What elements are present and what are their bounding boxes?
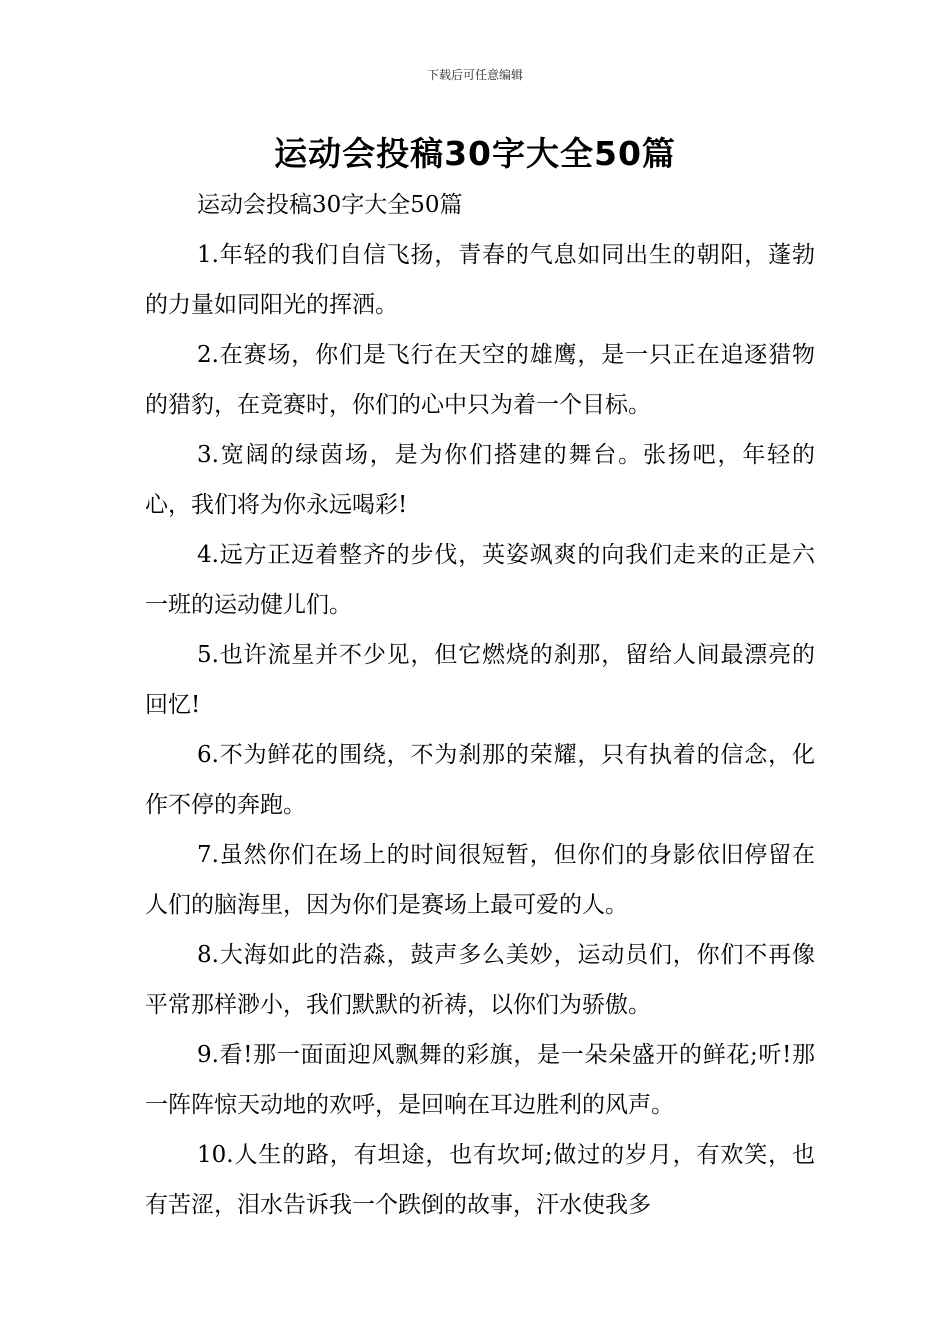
paragraph-1: 1.年轻的我们自信飞扬，青春的气息如同出生的朝阳，蓬勃的力量如同阳光的挥洒。 (145, 242, 815, 318)
document-body (145, 180, 815, 1230)
paragraph-8: 8.大海如此的浩淼，鼓声多么美妙，运动员们，你们不再像平常那样渺小，我们默默的祈祷，以你们为骄傲。 (145, 942, 815, 1018)
document-subtitle: 运动会投稿30字大全50篇 (197, 192, 463, 218)
paragraph-10: 10.人生的路，有坦途，也有坎坷;做过的岁月，有欢笑，也有苦涩，泪水告诉我一个跌倒的故事，汗水使我多 (145, 1142, 815, 1218)
paragraph-6: 6.不为鲜花的围绕，不为刹那的荣耀，只有执着的信念，化作不停的奔跑。 (145, 742, 815, 818)
paragraph-5: 5.也许流星并不少见，但它燃烧的刹那，留给人间最漂亮的回忆! (145, 642, 815, 718)
paragraph-3: 3.宽阔的绿茵场，是为你们搭建的舞台。张扬吧，年轻的心，我们将为你永远喝彩! (145, 442, 815, 518)
header-note: 下载后可任意编辑 (426, 68, 523, 82)
paragraph-4: 4.远方正迈着整齐的步伐，英姿飒爽的向我们走来的正是六一班的运动健儿们。 (145, 542, 815, 618)
paragraph-9: 9.看!那一面面迎风飘舞的彩旗，是一朵朵盛开的鲜花;听!那一阵阵惊天动地的欢呼，是回响在耳边胜利的风声。 (145, 1042, 815, 1118)
paragraph-7: 7.虽然你们在场上的时间很短暂，但你们的身影依旧停留在人们的脑海里，因为你们是赛场上最可爱的人。 (145, 842, 815, 918)
document-title: 运动会投稿30字大全50篇 (274, 134, 676, 173)
paragraph-2: 2.在赛场，你们是飞行在天空的雄鹰，是一只正在追逐猎物的猎豹，在竞赛时，你们的心中只为着一个目标。 (145, 342, 815, 418)
